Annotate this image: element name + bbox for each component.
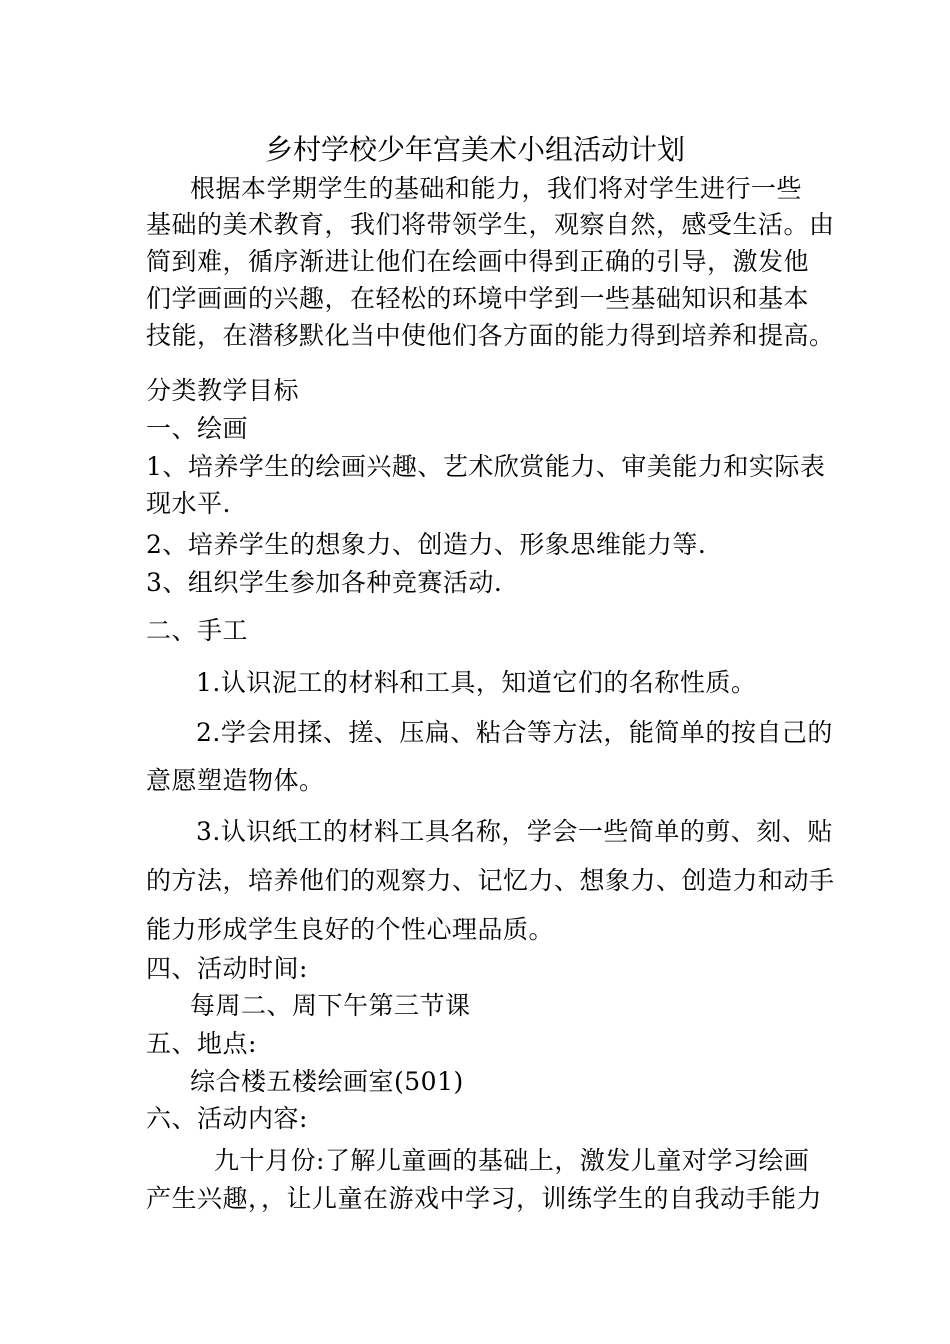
handcraft-item-3-cont-2: 能力形成学生良好的个性心理品质。: [146, 915, 555, 944]
content-heading: 六、活动内容:: [146, 1104, 308, 1133]
content-line-1: 九十月份:了解儿童画的基础上，激发儿童对学习绘画: [214, 1146, 810, 1175]
handcraft-item-3-cont-1: 的方法，培养他们的观察力、记忆力、想象力、创造力和动手: [146, 866, 835, 895]
painting-item-1: 1、培养学生的绘画兴趣、艺术欣赏能力、审美能力和实际表: [146, 452, 826, 481]
painting-item-3: 3、组织学生参加各种竞赛活动.: [146, 568, 503, 597]
handcraft-item-2-cont: 意愿塑造物体。: [146, 766, 325, 795]
goals-heading: 分类教学目标: [146, 376, 300, 405]
intro-line-3: 简到难，循序渐进让他们在绘画中得到正确的引导，激发他: [146, 247, 810, 276]
content-line-2: 产生兴趣，，让儿童在游戏中学习，训练学生的自我动手能力: [146, 1184, 823, 1213]
place-value: 综合楼五楼绘画室(501): [190, 1067, 464, 1096]
time-heading: 四、活动时间:: [146, 954, 308, 983]
handcraft-item-1: 1.认识泥工的材料和工具，知道它们的名称性质。: [196, 668, 757, 697]
intro-line-5: 技能，在潜移默化当中使他们各方面的能力得到培养和提高。: [146, 321, 835, 350]
painting-item-2: 2、培养学生的想象力、创造力、形象思维能力等.: [146, 530, 707, 559]
document-title: 乡村学校少年宫美术小组活动计划: [264, 133, 685, 166]
painting-heading: 一、绘画: [146, 414, 249, 443]
intro-line-1: 根据本学期学生的基础和能力，我们将对学生进行一些: [190, 174, 803, 203]
intro-line-2: 基础的美术教育，我们将带领学生，观察自然，感受生活。由: [146, 210, 835, 239]
handcraft-heading: 二、手工: [146, 616, 249, 645]
intro-line-4: 们学画画的兴趣，在轻松的环境中学到一些基础知识和基本: [146, 284, 810, 313]
handcraft-item-3: 3.认识纸工的材料工具名称，学会一些简单的剪、刻、贴: [196, 817, 833, 846]
painting-item-1-cont: 现水平.: [146, 489, 231, 518]
handcraft-item-2: 2.学会用揉、搓、压扁、粘合等方法，能简单的按自己的: [196, 718, 833, 747]
place-heading: 五、地点:: [146, 1029, 257, 1058]
time-value: 每周二、周下午第三节课: [190, 991, 471, 1020]
